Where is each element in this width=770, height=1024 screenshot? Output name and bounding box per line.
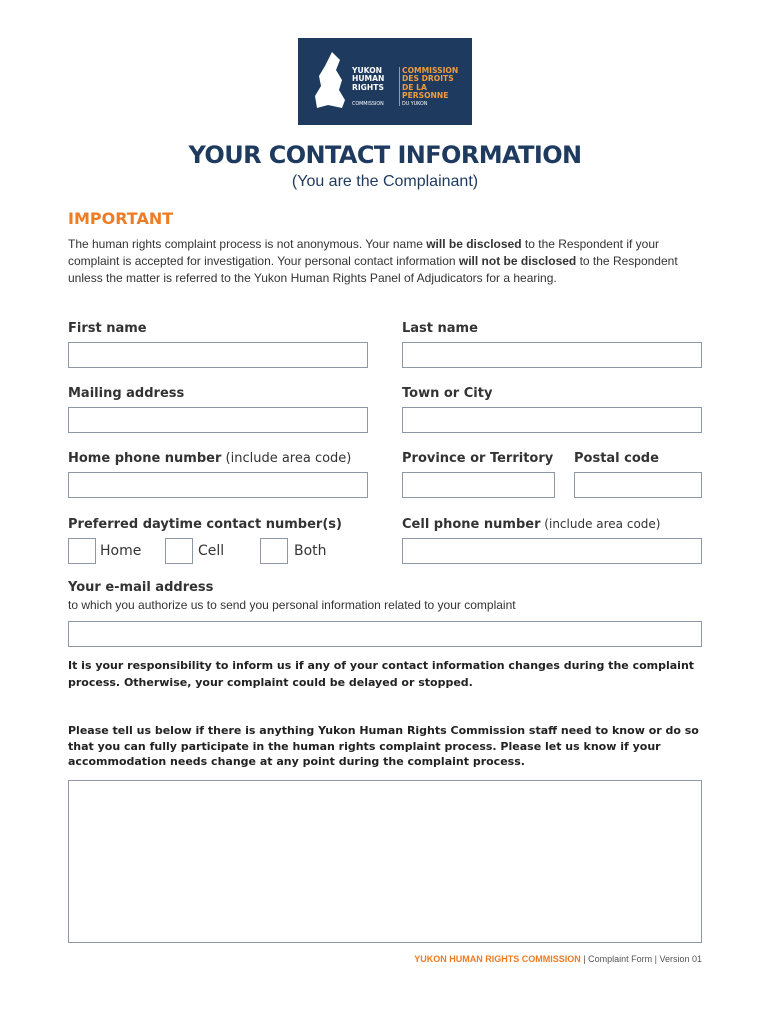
page-title: YOUR CONTACT INFORMATION xyxy=(188,141,582,169)
email-field[interactable] xyxy=(68,621,702,647)
last-name-label: Last name xyxy=(402,321,478,336)
cell-phone-field[interactable] xyxy=(402,538,702,564)
important-heading: IMPORTANT xyxy=(68,209,174,228)
postal-code-field[interactable] xyxy=(574,472,702,498)
cell-checkbox[interactable] xyxy=(165,538,193,564)
both-checkbox-label: Both xyxy=(294,543,327,559)
mailing-address-field[interactable] xyxy=(68,407,368,433)
important-notice: The human rights complaint process is not anonymous. Your name will be disclosed to the Respondent if your complaint is accepted for investigation. Your personal contact information will not be disclosed to the Respondent unless the matter is referred to the Yukon Human Rights Panel of Adjudicators for a hearing. xyxy=(68,237,678,285)
first-name-label: First name xyxy=(68,321,147,336)
first-name-field[interactable] xyxy=(68,342,368,368)
accommodation-prompt: Please tell us below if there is anything Yukon Human Rights Commission staff need to know or do so that you can fully participate in the human rights complaint process. Please let us know if your accommodation needs change at any point during the complaint process. xyxy=(68,724,699,768)
logo-left-small: COMMISSION xyxy=(352,102,384,107)
cell-checkbox-label: Cell xyxy=(198,543,225,559)
page-subtitle: (You are the Complainant) xyxy=(291,173,479,190)
yhrc-logo xyxy=(298,38,472,125)
both-checkbox[interactable] xyxy=(260,538,288,564)
page-footer: YUKON HUMAN RIGHTS COMMISSION | Complaint Form | Version 01 xyxy=(414,954,702,964)
home-checkbox-label: Home xyxy=(100,543,142,559)
cell-phone-label: Cell phone number (include area code) xyxy=(402,517,661,532)
province-label: Province or Territory xyxy=(402,451,554,466)
email-sublabel: to which you authorize us to send you personal information related to your complaint xyxy=(68,598,516,612)
email-label: Your e-mail address xyxy=(68,580,214,595)
home-phone-field[interactable] xyxy=(68,472,368,498)
mailing-address-label: Mailing address xyxy=(68,386,185,401)
province-field[interactable] xyxy=(402,472,555,498)
responsibility-notice: It is your responsibility to inform us if any of your contact information changes during the complaint process. Otherwise, your complaint could be delayed or stopped. xyxy=(68,659,695,689)
logo-left-text: YUKON HUMAN RIGHTS xyxy=(352,66,385,92)
accommodation-textarea[interactable] xyxy=(68,780,702,943)
home-checkbox[interactable] xyxy=(68,538,96,564)
town-city-label: Town or City xyxy=(402,386,493,401)
home-phone-label: Home phone number (include area code) xyxy=(68,451,352,466)
postal-code-label: Postal code xyxy=(574,451,659,466)
logo-right-text: COMMISSION DES DROITS DE LA PERSONNE xyxy=(402,66,459,101)
preferred-contact-label: Preferred daytime contact number(s) xyxy=(68,517,342,532)
last-name-field[interactable] xyxy=(402,342,702,368)
logo-divider xyxy=(399,67,400,106)
town-city-field[interactable] xyxy=(402,407,702,433)
yukon-map-icon xyxy=(312,50,350,112)
logo-right-small: DU YUKON xyxy=(402,102,428,107)
